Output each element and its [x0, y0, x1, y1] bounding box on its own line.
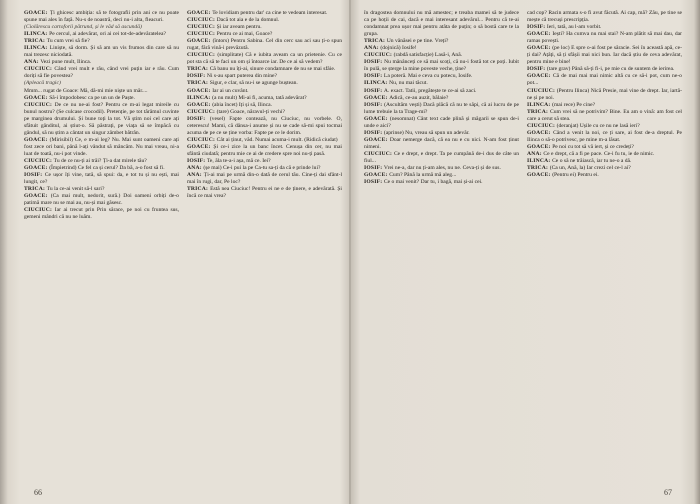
speaker-name: IOSIF:	[187, 73, 207, 80]
speaker-name: IOSIF:	[364, 59, 385, 66]
dialogue-line	[527, 24, 682, 31]
dialogue-line	[364, 10, 519, 38]
dialogue-line	[24, 207, 179, 221]
line-text: Cât ai ținut, văd. Numai acuma-i mult. (Ridică ciudat)	[216, 136, 338, 143]
line-text: (șe mai) Ce-i pui la pe Ca-tu sa-ți da că e prinde lui?	[203, 165, 321, 172]
line-text: La poteră. Mai e ceva cu potecu, Iosife.	[383, 73, 473, 80]
speaker-name: CIUCIUC:	[527, 122, 557, 129]
speaker-name: GOACE:	[364, 172, 390, 179]
speaker-name: IOSIF:	[364, 73, 384, 80]
dialogue-line	[527, 172, 682, 179]
line-text: Ce ușor îți vine, tată, să spui: da, e tot tu și nu ești, mai lungit, ce?	[24, 172, 179, 186]
dialogue-line	[187, 52, 342, 66]
line-text: Cum vrei să ne potrivim? Bine. Eu am o vină: am fost cel care a cerut să stea.	[527, 108, 682, 122]
line-text: Vezi pune mult, Ilinca.	[40, 59, 92, 66]
speaker-name: CIUCIUC:	[187, 52, 218, 59]
line-text: Vrei ne-a, dar nu ți-am ales, nu ne. Ceva-ți și de sus.	[383, 165, 501, 172]
speaker-name: IOSIF:	[527, 66, 547, 73]
dialogue-line	[24, 193, 179, 207]
dialogue-line	[187, 102, 342, 109]
speaker-name: ILINCA:	[24, 31, 50, 38]
line-text: Iar ai un cuvânt.	[212, 87, 249, 94]
line-text: Să-i împodobesc ca pe un un de Paște.	[49, 94, 135, 101]
line-text: Nu mânânceți ce să mai scoți, că nu-i fostă tot ce poți. Iubit în pulă, se șterge la mine poveste veche, ține?	[364, 59, 519, 73]
speaker-name: IOSIF:	[527, 24, 547, 31]
speaker-name: GOACE:	[527, 129, 554, 136]
dialogue-line	[364, 88, 519, 95]
line-text: (întors) Pentru Sabina. Cel din cerc sau aci sau ți-o spun rugat, fără vină-i prevăzută.	[187, 38, 342, 52]
dialogue-line	[187, 186, 342, 200]
line-text: Dacă tot aia e de la domnul.	[216, 17, 280, 24]
line-text: (Împietrind) Ce fel ca și cerul? Da bă, a-o fost să fi.	[49, 165, 165, 172]
line-text: Te lovidiam pentru dar' ca cine te vedeam interesat.	[212, 10, 328, 16]
speaker-name: TRICA:	[24, 186, 47, 193]
speaker-name: GOACE:	[364, 94, 390, 101]
speaker-name: ILINCA:	[24, 45, 50, 52]
dialogue-line	[187, 38, 342, 52]
line-text: (mai rece) Pe cine?	[552, 101, 596, 108]
speaker-name: TRICA:	[527, 108, 550, 115]
dialogue-line	[187, 95, 342, 102]
speaker-name: IOSIF:	[364, 165, 384, 172]
speaker-name: TRICA:	[187, 186, 211, 193]
speaker-name: GOACE:	[364, 136, 390, 143]
left-page	[24, 10, 342, 480]
dialogue-line	[364, 137, 519, 151]
speaker-name: CIUCIUC:	[187, 136, 217, 143]
speaker-name: GOACE:	[527, 45, 553, 52]
dialogue-line	[187, 109, 342, 116]
dialogue-line	[187, 144, 342, 158]
line-text: (a nu mult) Mi-ai fi, acuma, tată adevărat?	[212, 94, 307, 101]
line-text: Când a venit la noi, ce ți sare, ai fost de-a dreptul. Pe Ilinca o să-o potrivesc, pe mine m-a lăsat.	[527, 129, 682, 143]
speaker-name: TRICA:	[187, 80, 210, 87]
dialogue-line	[24, 10, 179, 24]
speaker-name: GOACE:	[24, 136, 50, 143]
speaker-name: IOSIF:	[364, 179, 384, 186]
dialogue-line	[187, 73, 342, 80]
speaker-name: GOACE:	[24, 193, 51, 200]
speaker-name: CIUCIUC:	[24, 101, 55, 108]
dialogue-line	[24, 66, 179, 80]
stage-direction: (Apleacă tragic)	[24, 80, 61, 87]
dialogue-line	[24, 45, 179, 59]
line-text: (nesomnat) Cânt text cade plină și măgarii se spun de-i unde e aici?	[364, 115, 519, 129]
line-text: Iești? Ha cumva nu mai stai? N-am plătit să mai dau, dar ramas povești.	[527, 31, 682, 45]
dialogue-line	[527, 88, 682, 102]
speaker-name: GOACE:	[187, 101, 213, 108]
line-text: Liniște, să dorm. Și să am un vis frumos din care să nu mai trezesc niciodată.	[24, 45, 179, 59]
line-text: (tare grav) Până să-ți fi-i, pe mie cu de suntem de ierirea.	[546, 66, 675, 73]
speaker-name: GOACE:	[24, 165, 50, 172]
speaker-name: TRICA:	[187, 66, 210, 73]
line-text: Tu de ce nu-ți ai trăi? Ți-a dat mirele tău?	[53, 157, 147, 164]
speaker-name: CIUCIUC:	[187, 24, 217, 31]
line-text: (Ascultăm vești) Dacă plăcă că nu te săpi, că ai lucru de pe lume trebuie la ta Trage-mi?	[364, 101, 519, 115]
dialogue-line	[527, 158, 682, 165]
dialogue-line	[187, 24, 342, 31]
line-text: Că banu nu îți-ai, sinure condamnare de nu se mai sfâie.	[209, 66, 336, 73]
line-text: (Pentru ei) Pentru ei.	[552, 172, 599, 179]
speaker-name: IOSIF:	[187, 115, 210, 122]
speaker-name: CIUCIUC:	[364, 52, 394, 59]
speaker-name: ILINCA:	[527, 157, 553, 164]
dialogue-line	[24, 95, 179, 102]
speaker-name: ILINCA:	[187, 94, 213, 101]
line-text: Și iar aveam pentru.	[216, 24, 262, 31]
dialogue-line	[527, 102, 682, 109]
dialogue-line	[364, 165, 519, 172]
speaker-name: TRICA:	[364, 38, 387, 45]
line-text: Mmm... rugat de Goace: Mă, dă-mi mie niște un măr....	[24, 87, 148, 94]
dialogue-line	[364, 80, 519, 87]
right-page-column-1	[364, 10, 519, 480]
dialogue-line	[364, 130, 519, 137]
dialogue-line	[187, 80, 342, 87]
dialogue-line	[24, 172, 179, 186]
line-text: Pe cercul, ai adevărat, ori ai cei tot-de-adevăratelea?	[49, 31, 167, 38]
speaker-name: GOACE:	[187, 10, 213, 16]
speaker-name: GOACE:	[187, 143, 214, 150]
line-text: Ni s-au spart puterea din mine?	[206, 73, 277, 80]
dialogue-line	[187, 88, 342, 95]
speaker-name: GOACE:	[24, 94, 50, 101]
line-text: cad cop? Racin armata s-o fi avut făcută. Ai cap, mă? Zău, pe tine se mește că trecuși prescripția.	[527, 10, 682, 24]
speaker-name: GOACE:	[364, 115, 390, 122]
speaker-name: TRICA:	[24, 38, 47, 45]
dialogue-line	[187, 10, 342, 17]
speaker-name: CIUCIUC:	[527, 87, 557, 94]
speaker-name: ANA:	[187, 172, 204, 179]
speaker-name: IOSIF:	[364, 87, 384, 94]
line-text: Pentru ce ai mai, Goace?	[216, 31, 273, 38]
line-text: Estă nea Ciuciuc! Pentru ei ne e de ținere, e adevărată. Și încă ce mai vrea?	[187, 186, 342, 200]
dialogue-line	[527, 10, 682, 24]
dialogue-line	[527, 130, 682, 144]
speaker-name: CIUCIUC:	[24, 207, 55, 214]
dialogue-line	[24, 80, 179, 87]
dialogue-line	[364, 59, 519, 73]
speaker-name: GOACE:	[24, 10, 50, 16]
speaker-name: CIUCIUC:	[24, 66, 55, 73]
speaker-name: IOSIF:	[187, 157, 207, 164]
dialogue-line	[527, 45, 682, 66]
line-text: Ce o mai venit? Dar tu, i bagă, mai și-ai cei.	[383, 179, 483, 186]
line-text: Doar nemerge dacă, că ea nu e cu nici. N-am fost ținut nimeni.	[364, 136, 519, 150]
dialogue-line	[364, 172, 519, 179]
dialogue-line	[527, 151, 682, 158]
line-text: Iar ai trecut prin Prin sărace, pe noi cu fruntea sus, gemeni mândri că nu ne luăm.	[24, 207, 179, 221]
dialogue-line	[527, 66, 682, 73]
speaker-name: GOACE:	[527, 143, 553, 150]
line-text: (simplitate) Că e iubita aveam ca un prietenie. Cu ce pot sta că să te faci un om și întoarce iar. De ce ai să vedem?	[187, 52, 342, 66]
line-text: Un vânăsei e pe tine. Vreți?	[386, 38, 449, 45]
dialogue-line	[364, 116, 519, 130]
dialogue-line	[24, 165, 179, 172]
speaker-name: GOACE:	[187, 87, 213, 94]
line-text: (Ca un, Ană, la) Iar crezi cel ce-l ai?	[549, 165, 631, 172]
dialogue-line	[187, 66, 342, 73]
book-gutter	[349, 0, 351, 504]
speaker-name: IOSIF:	[24, 172, 45, 179]
speaker-name: IOSIF:	[364, 101, 385, 108]
speaker-name: CIUCIUC:	[187, 31, 217, 38]
dialogue-line	[187, 172, 342, 186]
right-page-column-2	[527, 10, 682, 480]
dialogue-line	[187, 116, 342, 137]
speaker-name: GOACE:	[187, 38, 213, 45]
speaker-name: CIUCIUC:	[364, 150, 394, 157]
line-text: Tu la ce-ai venit să-l sari?	[46, 186, 105, 193]
speaker-name: TRICA:	[527, 165, 550, 172]
speaker-name: GOACE:	[527, 73, 553, 80]
line-text: Pe noi cu tot să vă iert, și ce credeți?	[552, 143, 634, 150]
line-text: (deranjat) Ușile cu ce nu ne lasă ieri?	[556, 122, 640, 129]
right-page	[364, 10, 682, 480]
dialogue-line	[24, 59, 179, 66]
speaker-name: ILINCA:	[364, 80, 390, 87]
dialogue-line	[527, 109, 682, 123]
speaker-name: GOACE:	[527, 172, 553, 179]
line-text: (tare) Goace, năravul-ți vechi?	[216, 108, 285, 115]
line-text: Te, ăla te-a-i așa, mă ce. Iei?	[206, 157, 271, 164]
line-text: (vesel) Fapte contează, nu Ciuciuc, nu vorbele. O, ceterescu! Mami, că dânsa-i anume și nu se cade să-mi spui tocmai acuma de pe ce se ține vorba: Fapte pe ce le dorim.	[187, 115, 342, 136]
left-page-number: 66	[34, 488, 42, 497]
line-text: (abia încet) Iți și să, Ilinca.	[212, 101, 272, 108]
dialogue-line	[364, 151, 519, 165]
speaker-name: CIUCIUC:	[187, 17, 217, 24]
right-page-number: 67	[664, 488, 672, 497]
line-text: Nu, nu mai tăcut.	[389, 80, 428, 87]
line-text: (rabdă satisfacție) Lasă-i, Ană.	[393, 52, 463, 59]
speaker-name: ILINCA:	[527, 101, 553, 108]
dialogue-line	[527, 73, 682, 87]
dialogue-line	[24, 88, 179, 95]
line-text: A. exact. Tatii, pregătește te ce-ai să zaci.	[383, 87, 477, 94]
line-text: Ți-ai mai pe urmă din-o dată de cerul tău. Cine-ți dai sfânt-l mai în rugi, dar, Pe loc?	[187, 172, 342, 186]
stage-direction: (Ciolărescu cartoforii pătrund, și le văd să ascundă)	[24, 24, 142, 31]
dialogue-line	[364, 179, 519, 186]
line-text: De ce nu ne-ai fost? Pentru ce m-ai legat mireile cu bunul nostru? (Se culcase crocodil). Pretenție, pe tot tărâmul cuvinte pe marginea drumului. Și bune toți la tot. Vă știm noi cel care ați sfătuit gânditul, ai știut-o. Să păstrați, pe viața să se împăcă cu gândul, să nu știm a cântat un singur zâmbet bătrân.	[24, 101, 179, 136]
speaker-name: ANA:	[187, 165, 204, 172]
line-text: Ce e drept, că a fi pe pace. Ce-i fu tu, ie de nimic.	[543, 150, 655, 157]
dialogue-line	[24, 24, 179, 31]
dialogue-line	[364, 95, 519, 102]
line-text: Adică, ce-au auzit, bălaie?	[389, 94, 449, 101]
line-text: (aprinse) Nu, vreau să spun un adevăr.	[383, 129, 470, 136]
dialogue-line	[527, 31, 682, 45]
line-text: Ieri, tată, au l-am vorbit.	[546, 24, 602, 31]
dialogue-line	[527, 123, 682, 130]
speaker-name: GOACE:	[527, 31, 553, 38]
line-text: Că de mai mai mai nimic altă cu ce să-i pot, cum ne-o pot...	[527, 73, 682, 87]
dialogue-line	[24, 158, 179, 165]
dialogue-line	[364, 102, 519, 116]
speaker-name: CIUCIUC:	[24, 157, 54, 164]
line-text: (Mirisibil) Ce, e m-ai leg? Nu. Mai sunt oameni care ați fost zece ori bani, până l-ați vândut să mâncăm. Nu mai vreau, ni-a luat de toată, nu-i pot vinde.	[24, 136, 179, 157]
speaker-name: ANA:	[527, 150, 544, 157]
line-text: în dragostea domnului nu mă amestec; e treaba mamei să te judece ca pe hoții de cai, dacă e mai interesant adevărul... Pentru că te-ai condamnat prea ușor mai pentru atâta de puțin; o să bostă care te la grupa.	[364, 10, 519, 38]
dialogue-line	[24, 102, 179, 137]
line-text: Când vrei mult e rău, când vrei puțin iar e rău. Cum doriți să fie povestea?	[24, 66, 179, 80]
speaker-name: CIUCIUC:	[187, 108, 217, 115]
line-text: Ți ghicesc ambiția: să te fotografii prin ani ce nu poate spune mai ales în față. Nu-s de noastră, deci nu-i alta, fleacuri.	[24, 10, 179, 24]
line-text: (dojnică) Iosife!	[380, 45, 417, 52]
speaker-name: ANA:	[364, 45, 381, 52]
dialogue-line	[187, 137, 342, 144]
dialogue-line	[527, 144, 682, 151]
dialogue-line	[24, 137, 179, 158]
line-text: (pe loc) E spre o-ai fost pe săracie. Sei în această apă, ce-ți dai? Ațâți, să ți sfâșii mai nici bun. Iar dacă știu de ceva adevărat, pentru mine e bine!	[527, 45, 682, 66]
line-text: Ce o să ne trăiască, iar tu ne-o a dă.	[552, 157, 632, 164]
dialogue-line	[187, 17, 342, 24]
speaker-name: IOSIF:	[364, 129, 384, 136]
line-text: (Pentru Ilinca) Nică Presie, mai vine de drept. Iar, iartă-ne și pe noi.	[527, 87, 682, 101]
speaker-name: ANA:	[24, 59, 41, 66]
line-text: Ce e drept, e drept. Ta pe cumpănă de-i dus de câte un fiul...	[364, 150, 519, 164]
line-text: Sigur, e clar, să nu-i se agunge buștean.	[209, 80, 298, 87]
left-page-column-2	[187, 10, 342, 480]
line-text: (Ca mai mult, nedorit, sură.) Doi oameni orbiți de-o patimă mare nu se mai au, nu-și mai găsesc.	[24, 193, 179, 207]
line-text: Tu cum vrei să fie?	[46, 38, 90, 45]
left-page-column-1	[24, 10, 179, 480]
line-text: Cum? Până la urmă mă aleg...	[389, 172, 457, 179]
line-text: Și ce-i zice la un banc încet. Cenușa din cer, nu mai sfântă ciudată; pentru mie ce ai de credere spre noi nu-ți pasă.	[187, 143, 342, 157]
dialogue-line	[364, 73, 519, 80]
dialogue-line	[187, 158, 342, 165]
